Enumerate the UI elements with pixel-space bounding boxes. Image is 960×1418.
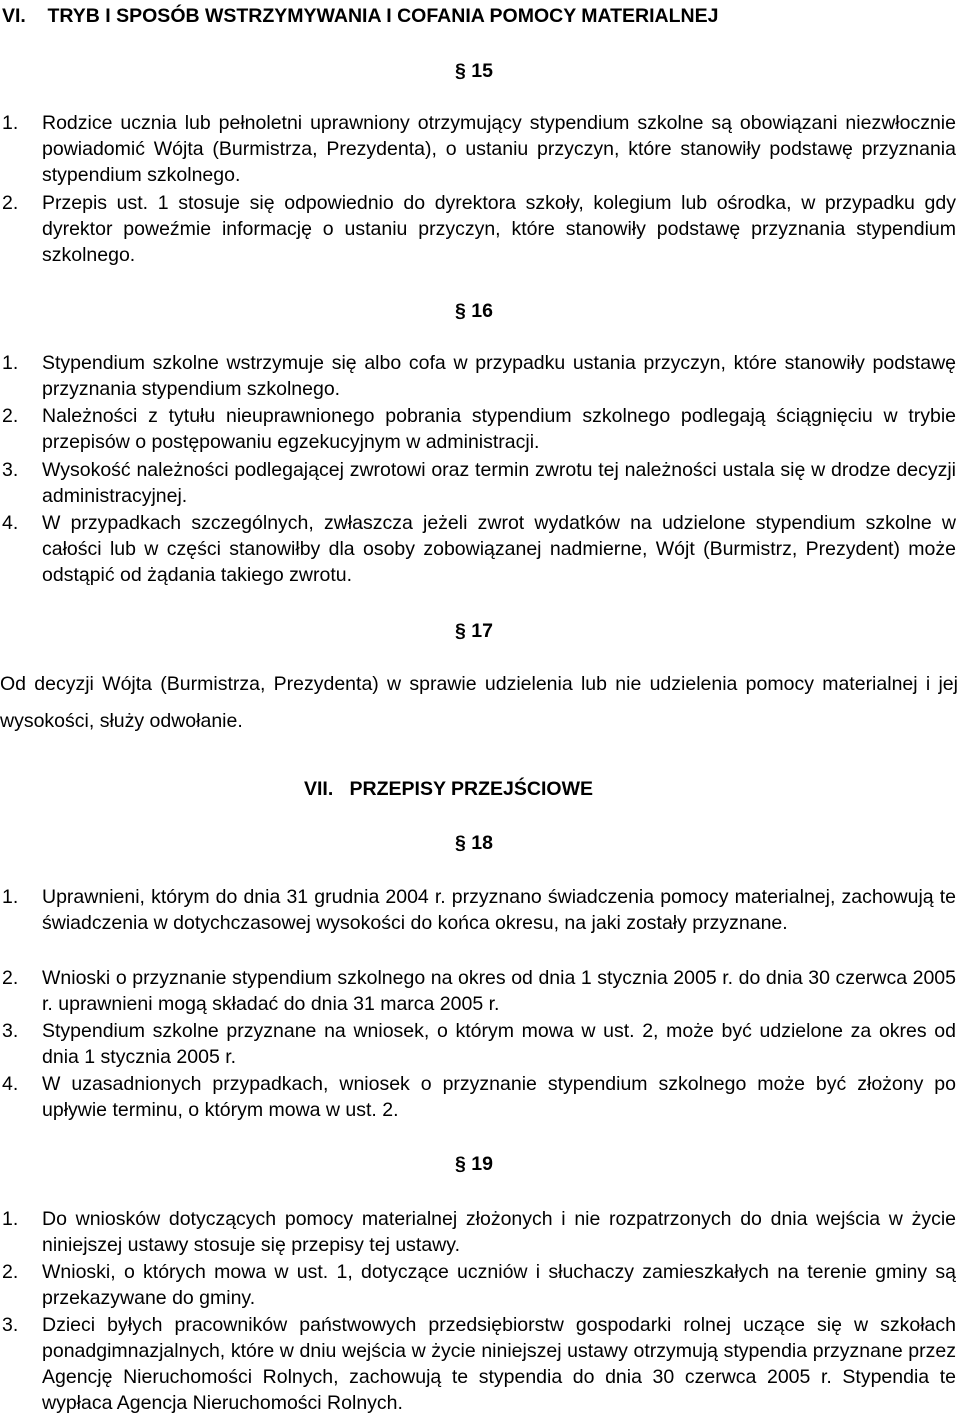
p18-item-3-number: 3. — [2, 1020, 19, 1042]
p18-item-3-text: Stypendium szkolne przyznane na wniosek, o którym mowa w ust. 2, może być udzielone za okres od dnia 1 stycznia 2005 r. — [42, 1020, 956, 1068]
p16-item-3-text: Wysokość należności podlegającej zwrotowi oraz termin zwrotu tej należności ustala się w drodze decyzji administracyjnej. — [42, 459, 956, 507]
p15-item-2 — [0, 190, 956, 268]
p15-item-1-text: Rodzice ucznia lub pełnoletni uprawniony otrzymujący stypendium szkolne są obowiązani niezwłocznie powiadomić Wójta (Burmistrza, Prezydenta), o ustaniu przyczyn, które stanowiły podstawę przyznania stypendium szkolnego. — [42, 112, 956, 186]
p18-item-2-text: Wnioski o przyznanie stypendium szkolnego na okres od dnia 1 stycznia 2005 r. do dnia 30 czerwca 2005 r. uprawnieni mogą składać do dnia 31 marca 2005 r. — [42, 967, 956, 1015]
p18-item-4-number: 4. — [2, 1073, 19, 1095]
p19-item-2-text: Wnioski, o których mowa w ust. 1, dotyczące uczniów i słuchaczy zamieszkałych na terenie gminy są przekazywane do gminy. — [42, 1261, 956, 1309]
p16-item-2 — [0, 403, 956, 455]
paragraph-18-number: § 18 — [455, 832, 493, 854]
paragraph-19-number: § 19 — [455, 1153, 493, 1175]
p16-item-2-text: Należności z tytułu nieuprawnionego pobrania stypendium szkolnego podlegają ściągnięciu w trybie przepisów o postępowaniu egzekucyjnym w administracji. — [42, 405, 956, 453]
p18-item-4-text: W uzasadnionych przypadkach, wniosek o przyznanie stypendium szkolnego może być złożony po upływie terminu, o którym mowa w ust. 2. — [42, 1073, 956, 1121]
p19-item-3-number: 3. — [2, 1314, 19, 1336]
p16-item-3-number: 3. — [2, 459, 19, 481]
p18-item-1 — [0, 884, 956, 936]
p19-item-3-text: Dzieci byłych pracowników państwowych przedsiębiorstw gospodarki rolnej uczące się w szkołach ponadgimnazjalnych, które w dniu wejścia w życie niniejszej ustawy otrzymują stypendia przyznane przez Agencję Nieruchomości Rolnych, zachowują te stypendia do dnia 30 czerwca 2005 r. Stypendia te wypłaca Agencja Nieruchomości Rolnych. — [42, 1314, 956, 1414]
p18-item-2-number: 2. — [2, 967, 19, 989]
p17-text: Od decyzji Wójta (Burmistrza, Prezydenta) w sprawie udzielenia lub nie udzielenia pomocy materialnej i jej wysokości, służy odwołanie. — [0, 673, 958, 732]
p19-item-1-number: 1. — [2, 1208, 19, 1230]
paragraph-17-number: § 17 — [455, 620, 493, 642]
p18-item-1-number: 1. — [2, 886, 19, 908]
section-vi-title: TRYB I SPOSÓB WSTRZYMYWANIA I COFANIA POMOCY MATERIALNEJ — [47, 5, 719, 27]
p16-item-2-number: 2. — [2, 405, 19, 427]
section-vii-number: VII. — [304, 778, 334, 800]
section-vii-title: PRZEPISY PRZEJŚCIOWE — [349, 778, 593, 800]
p19-item-2 — [0, 1259, 956, 1311]
section-vi-number: VI. — [2, 5, 26, 27]
p19-item-1 — [0, 1206, 956, 1258]
p16-item-1-number: 1. — [2, 352, 19, 374]
p18-item-4 — [0, 1071, 956, 1123]
p16-item-1-text: Stypendium szkolne wstrzymuje się albo cofa w przypadku ustania przyczyn, które stanowiły podstawę przyznania stypendium szkolnego. — [42, 352, 956, 400]
p18-item-2 — [0, 965, 956, 1017]
paragraph-16-number: § 16 — [455, 300, 493, 322]
p19-item-2-number: 2. — [2, 1261, 19, 1283]
p16-item-3 — [0, 457, 956, 509]
p18-item-3 — [0, 1018, 956, 1070]
p16-item-4-text: W przypadkach szczególnych, zwłaszcza jeżeli zwrot wydatków na udzielone stypendium szkolne w całości lub w części stanowiłby dla osoby zobowiązanej nadmierne, Wójt (Burmistrz, Prezydent) może odstąpić od żądania takiego zwrotu. — [42, 512, 956, 586]
p15-item-2-number: 2. — [2, 192, 19, 214]
section-vi-heading — [2, 3, 719, 29]
p15-item-1-number: 1. — [2, 112, 19, 134]
p16-item-1 — [0, 350, 956, 402]
p16-item-4 — [0, 510, 956, 588]
paragraph-15-number: § 15 — [455, 60, 493, 82]
p18-item-1-text: Uprawnieni, którym do dnia 31 grudnia 2004 r. przyznano świadczenia pomocy materialnej, zachowują te świadczenia w dotychczasowej wysokości do końca okresu, na jaki zostały przyznane. — [42, 886, 956, 934]
p15-item-2-text: Przepis ust. 1 stosuje się odpowiednio do dyrektora szkoły, kolegium lub ośrodka, w przypadku gdy dyrektor poweźmie informację o ustaniu przyczyn, które stanowiły podstawę przyznania stypendium szkolnego. — [42, 192, 956, 266]
p19-item-3 — [0, 1312, 956, 1416]
section-vii-heading — [304, 776, 593, 802]
p15-item-1 — [0, 110, 956, 188]
p19-item-1-text: Do wniosków dotyczących pomocy materialnej złożonych i nie rozpatrzonych do dnia wejścia w życie niniejszej ustawy stosuje się przepisy tej ustawy. — [42, 1208, 956, 1256]
p16-item-4-number: 4. — [2, 512, 19, 534]
